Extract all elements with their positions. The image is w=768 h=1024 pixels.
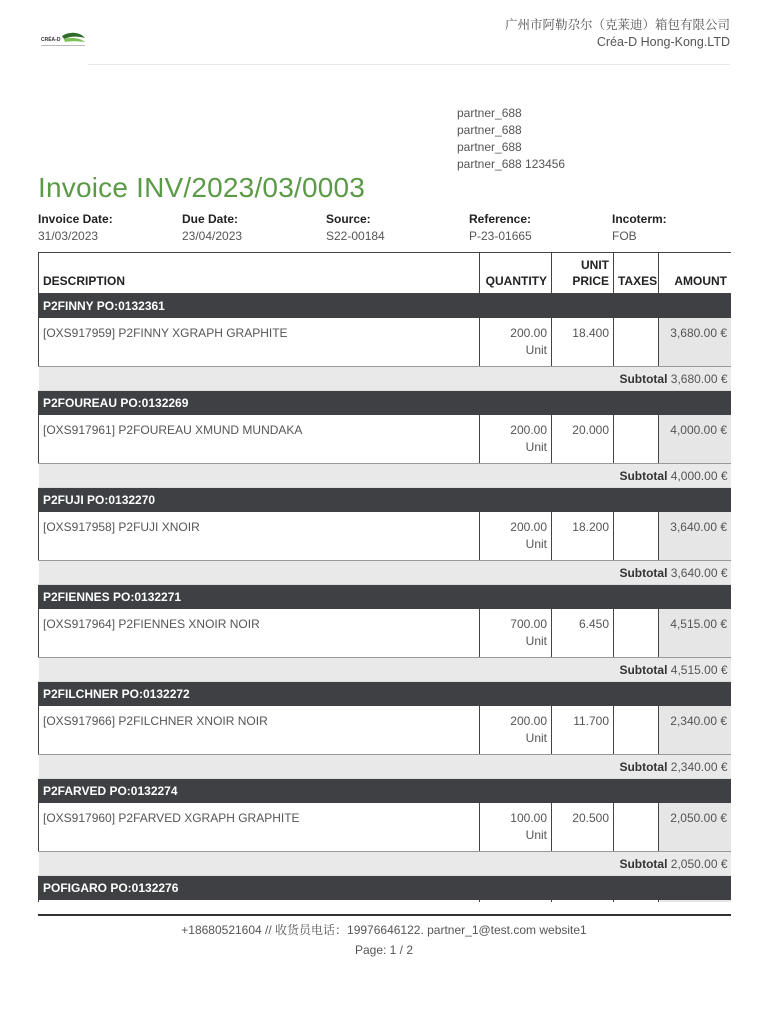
section-title: P2FIENNES PO:0132271 — [39, 585, 732, 610]
footer-contact: +18680521604 // 收货员电话：19976646122. partner_1@test.com website1 — [181, 923, 587, 937]
subtotal-row — [39, 755, 732, 779]
column-header-taxes: TAXES — [614, 253, 659, 294]
subtotal-value: 4,515.00 € — [670, 662, 728, 677]
table-row — [39, 318, 732, 367]
info-label: Source: — [326, 212, 371, 226]
column-header-unit-price: UNIT PRICE — [552, 253, 614, 294]
section-row — [39, 294, 732, 319]
line-taxes — [614, 609, 659, 658]
partner-line: partner_688 — [457, 106, 522, 120]
section-row — [39, 488, 732, 513]
subtotal-row — [39, 367, 732, 391]
table-header-row — [39, 253, 732, 294]
line-quantity — [480, 415, 552, 464]
info-source — [326, 211, 385, 245]
document-header — [0, 0, 768, 66]
info-label: Invoice Date: — [38, 212, 113, 226]
line-amount: 4,000.00 € — [659, 415, 732, 464]
line-unit-price: 6.450 — [552, 609, 614, 658]
section-title: P2FINNY PO:0132361 — [39, 294, 732, 319]
footer-divider — [38, 914, 731, 916]
section-row — [39, 876, 732, 901]
partner-address — [457, 105, 565, 173]
quantity-uom: Unit — [525, 731, 547, 745]
line-quantity — [480, 900, 552, 902]
line-amount: 4,515.00 € — [659, 609, 732, 658]
info-label: Reference: — [469, 212, 532, 226]
partner-line: partner_688 — [457, 140, 522, 154]
info-value: 23/04/2023 — [182, 229, 243, 243]
info-incoterm — [612, 211, 667, 245]
subtotal-value: 3,680.00 € — [670, 371, 728, 386]
line-description: [OXS917961] P2FOUREAU XMUND MUNDAKA — [39, 415, 480, 464]
line-quantity — [480, 803, 552, 852]
line-taxes — [614, 900, 659, 902]
subtotal-value: 3,640.00 € — [670, 565, 728, 580]
company-logo-icon — [40, 30, 86, 50]
subtotal-label: Subtotal — [619, 371, 668, 386]
quantity-uom: Unit — [525, 634, 547, 648]
invoice-lines-table-wrapper — [38, 252, 731, 902]
company-name-cn: 广州市阿勒尕尔（克莱迪）箱包有限公司 — [504, 18, 730, 32]
line-quantity — [480, 512, 552, 561]
line-description: [OXS917960] P2FARVED XGRAPH GRAPHITE — [39, 803, 480, 852]
column-header-quantity: QUANTITY — [480, 253, 552, 294]
line-description: [OXS917958] P2FUJI XNOIR — [39, 512, 480, 561]
table-row — [39, 706, 732, 755]
quantity-uom: Unit — [525, 828, 547, 842]
section-row — [39, 391, 732, 416]
subtotal-label: Subtotal — [619, 759, 668, 774]
invoice-title: Invoice INV/2023/03/0003 — [38, 172, 366, 203]
quantity-value: 200.00 — [510, 423, 547, 437]
quantity-value: 100.00 — [510, 811, 547, 825]
line-taxes — [614, 415, 659, 464]
subtotal-row — [39, 658, 732, 682]
quantity-value: 200.00 — [510, 520, 547, 534]
line-taxes — [614, 706, 659, 755]
line-unit-price: 18.400 — [552, 318, 614, 367]
line-amount: 2,340.00 € — [659, 706, 732, 755]
quantity-uom: Unit — [525, 343, 547, 357]
subtotal-label: Subtotal — [619, 565, 668, 580]
svg-text:CRÉA-D: CRÉA-D — [41, 37, 61, 43]
section-title: P2FOUREAU PO:0132269 — [39, 391, 732, 416]
line-unit-price: 11.700 — [552, 706, 614, 755]
line-taxes — [614, 803, 659, 852]
line-taxes — [614, 318, 659, 367]
line-amount: 2,050.00 € — [659, 803, 732, 852]
line-unit-price: 20.000 — [552, 415, 614, 464]
line-quantity — [480, 706, 552, 755]
info-invoice-date — [38, 211, 113, 245]
line-amount: 3,680.00 € — [659, 318, 732, 367]
table-row — [39, 512, 732, 561]
line-quantity — [480, 609, 552, 658]
info-reference — [469, 211, 532, 245]
line-description: [OXS917966] P2FILCHNER XNOIR NOIR — [39, 706, 480, 755]
quantity-uom: Unit — [525, 440, 547, 454]
info-value: 31/03/2023 — [38, 229, 99, 243]
section-title: P2FILCHNER PO:0132272 — [39, 682, 732, 707]
line-amount — [659, 900, 732, 902]
quantity-value: 200.00 — [510, 326, 547, 340]
subtotal-value: 4,000.00 € — [670, 468, 728, 483]
info-label: Due Date: — [182, 212, 239, 226]
column-header-amount: AMOUNT — [659, 253, 732, 294]
line-description — [39, 900, 480, 902]
line-description: [OXS917964] P2FIENNES XNOIR NOIR — [39, 609, 480, 658]
subtotal-label: Subtotal — [619, 468, 668, 483]
quantity-value: 200.00 — [510, 714, 547, 728]
company-name: Créa-D Hong-Kong.LTD — [596, 35, 730, 49]
info-label: Incoterm: — [612, 212, 667, 226]
info-value: S22-00184 — [326, 229, 385, 243]
table-row — [39, 803, 732, 852]
subtotal-row — [39, 464, 732, 488]
section-row — [39, 779, 732, 804]
table-row — [39, 900, 732, 902]
section-row — [39, 682, 732, 707]
line-unit-price: 20.500 — [552, 803, 614, 852]
line-unit-price — [552, 900, 614, 902]
subtotal-label: Subtotal — [619, 662, 668, 677]
company-address — [505, 17, 730, 51]
quantity-uom: Unit — [525, 537, 547, 551]
line-amount: 3,640.00 € — [659, 512, 732, 561]
section-title: P2FARVED PO:0132274 — [39, 779, 732, 804]
subtotal-row — [39, 852, 732, 876]
subtotal-value: 2,340.00 € — [670, 759, 728, 774]
page-number: Page: 1 / 2 — [354, 943, 414, 957]
info-value: P-23-01665 — [469, 229, 532, 243]
invoice-lines-table — [38, 252, 731, 902]
quantity-value: 700.00 — [510, 617, 547, 631]
section-row — [39, 585, 732, 610]
line-unit-price: 18.200 — [552, 512, 614, 561]
header-divider — [88, 64, 730, 65]
line-quantity — [480, 318, 552, 367]
section-title: P2FUJI PO:0132270 — [39, 488, 732, 513]
table-row — [39, 415, 732, 464]
table-row — [39, 609, 732, 658]
subtotal-value: 2,050.00 € — [670, 856, 728, 871]
info-due-date — [182, 211, 242, 245]
subtotal-row — [39, 561, 732, 585]
column-header-description: DESCRIPTION — [39, 253, 480, 294]
line-taxes — [614, 512, 659, 561]
partner-line: partner_688 123456 — [457, 157, 566, 171]
info-value: FOB — [612, 229, 637, 243]
line-description: [OXS917959] P2FINNY XGRAPH GRAPHITE — [39, 318, 480, 367]
document-footer — [0, 920, 768, 960]
invoice-info-row — [38, 211, 731, 247]
section-title: POFIGARO PO:0132276 — [39, 876, 732, 901]
subtotal-label: Subtotal — [619, 856, 668, 871]
partner-line: partner_688 — [457, 123, 522, 137]
